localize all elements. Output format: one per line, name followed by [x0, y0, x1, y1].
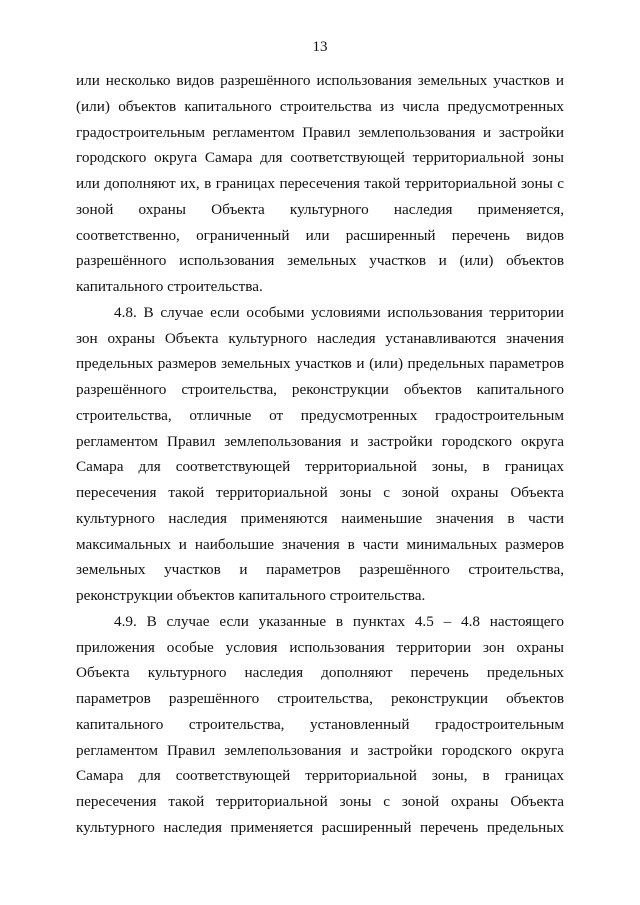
text-line: культурного наследия применяется расширенный перечень предельных	[76, 818, 564, 836]
text-line: городского округа Самара для соответствующей территориальной зоны	[76, 149, 564, 167]
text-line: Самара для соответствующей территориальной зоны, в границах	[76, 767, 564, 785]
text-line: градостроительным регламентом Правил землепользования и застройки	[76, 123, 564, 141]
body-text	[76, 68, 564, 841]
text-line: пересечения такой территориальной зоны с зоной охраны Объекта	[76, 793, 564, 810]
text-line: зоной охраны Объекта культурного наследия применяется,	[76, 200, 564, 218]
text-line: Самара для соответствующей территориальной зоны, в границах	[76, 458, 564, 476]
text-line: параметров разрешённого строительства, реконструкции объектов	[76, 690, 564, 707]
text-line: культурного наследия применяются наименьшие значения в части	[76, 509, 564, 527]
text-line: регламентом Правил землепользования и застройки городского округа	[76, 432, 564, 450]
text-line: регламентом Правил землепользования и застройки городского округа	[76, 741, 564, 759]
text-line: капитального строительства.	[76, 278, 263, 295]
text-line: 4.8. В случае если особыми условиями использования территории	[114, 303, 564, 321]
text-line: 4.9. В случае если указанные в пунктах 4.5 – 4.8 настоящего	[114, 612, 564, 630]
text-line: максимальных и наибольшие значения в части минимальных размеров	[76, 535, 564, 553]
text-line: (или) объектов капитального строительства из числа предусмотренных	[76, 97, 564, 115]
text-line: соответственно, ограниченный или расширенный перечень видов	[76, 226, 564, 244]
text-line: земельных участков и параметров разрешённого строительства,	[76, 561, 564, 579]
text-line: приложения особые условия использования территории зон охраны	[76, 638, 564, 656]
text-line: разрешённого использования земельных участков и (или) объектов	[76, 252, 564, 270]
text-line: Объекта культурного наследия дополняют перечень предельных	[76, 664, 564, 682]
text-line: зон охраны Объекта культурного наследия устанавливаются значения	[76, 329, 564, 347]
text-line: строительства, отличные от предусмотренных градостроительным	[76, 406, 564, 424]
text-line: пересечения такой территориальной зоны с зоной охраны Объекта	[76, 484, 564, 501]
text-line: предельных размеров земельных участков и (или) предельных параметров	[76, 355, 564, 373]
page-number: 13	[312, 39, 328, 55]
text-line: разрешённого строительства, реконструкции объектов капитального	[76, 381, 564, 398]
text-line: или дополняют их, в границах пересечения такой территориальной зоны с	[76, 175, 564, 192]
text-line: или несколько видов разрешённого использования земельных участков и	[76, 72, 564, 89]
text-line: капитального строительства, установленный градостроительным	[76, 715, 564, 733]
text-line: реконструкции объектов капитального строительства.	[76, 587, 426, 604]
